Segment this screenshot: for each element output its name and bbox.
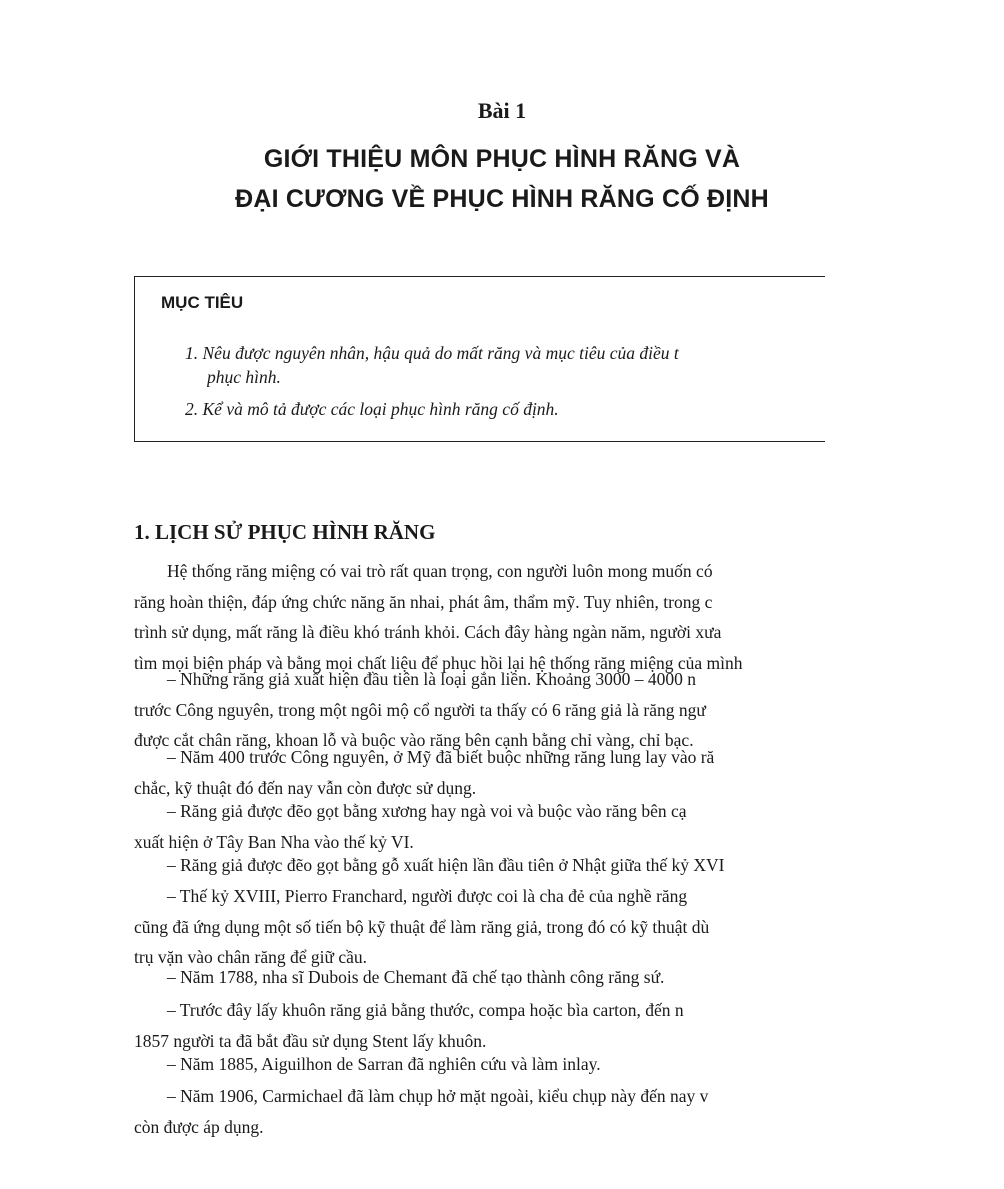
text-line: được cắt chân răng, khoan lỗ và buộc vào răng bên cạnh bằng chỉ vàng, chỉ bạc.	[134, 730, 694, 750]
paragraph-item	[134, 1081, 836, 1142]
text-line: chắc, kỹ thuật đó đến nay vẫn còn được sử dụng.	[134, 777, 477, 798]
text-line: cũng đã ứng dụng một số tiến bộ kỹ thuật để làm răng giả, trong đó có kỹ thuật dù	[134, 916, 710, 937]
paragraph-item	[134, 1049, 836, 1080]
text-line: – Năm 1906, Carmichael đã làm chụp hở mặt ngoài, kiểu chụp này đến nay v	[167, 1086, 709, 1106]
objectives-box	[134, 276, 825, 442]
objectives-heading: MỤC TIÊU	[161, 293, 244, 312]
page-title-line-2: ĐẠI CƯƠNG VỀ PHỤC HÌNH RĂNG CỐ ĐỊNH	[235, 185, 769, 213]
paragraph-item	[134, 742, 836, 803]
text-line: – Răng giả được đẽo gọt bằng gỗ xuất hiện lần đầu tiên ở Nhật giữa thế kỷ XVI	[167, 855, 725, 875]
objective-item-2: 2. Kể và mô tả được các loại phục hình răng cố định.	[185, 399, 559, 419]
text-line: – Răng giả được đẽo gọt bằng xương hay ngà voi và buộc vào răng bên cạ	[167, 801, 687, 821]
text-line: – Năm 400 trước Công nguyên, ở Mỹ đã biết buộc những răng lung lay vào ră	[167, 747, 715, 767]
text-line: còn được áp dụng.	[134, 1116, 264, 1137]
lesson-number: Bài 1	[477, 98, 527, 123]
text-line: – Thế kỷ XVIII, Pierro Franchard, người được coi là cha đẻ của nghề răng	[167, 886, 688, 906]
text-line: – Năm 1788, nha sĩ Dubois de Chemant đã chế tạo thành công răng sứ.	[167, 967, 665, 987]
paragraph-item	[134, 850, 836, 881]
text-line: tìm mọi biện pháp và bằng mọi chất liệu để phục hồi lại hệ thống răng miệng của mình	[134, 652, 743, 673]
section-heading: 1. LỊCH SỬ PHỤC HÌNH RĂNG	[134, 520, 436, 544]
text-line: xuất hiện ở Tây Ban Nha vào thế kỷ VI.	[134, 831, 414, 852]
text-line: – Trước đây lấy khuôn răng giả bằng thước, compa hoặc bìa carton, đến n	[167, 1000, 684, 1020]
paragraph-intro	[134, 556, 836, 678]
paragraph-item	[134, 995, 836, 1056]
text-line: trình sử dụng, mất răng là điều khó tránh khỏi. Cách đây hàng ngàn năm, người xưa	[134, 622, 722, 642]
text-line: trụ vặn vào chân răng để giữ cầu.	[134, 947, 368, 967]
text-line: trước Công nguyên, trong một ngôi mộ cổ người ta thấy có 6 răng giả là răng ngư	[134, 699, 706, 720]
objective-item-1: 1. Nêu được nguyên nhân, hậu quả do mất răng và mục tiêu của điều t	[185, 343, 679, 363]
text-line: – Năm 1885, Aiguilhon de Sarran đã nghiên cứu và làm inlay.	[167, 1054, 601, 1074]
paragraph-item	[134, 796, 836, 857]
text-line: – Những răng giả xuất hiện đầu tiên là loại gắn liền. Khoảng 3000 – 4000 n	[167, 669, 697, 689]
text-line: Hệ thống răng miệng có vai trò rất quan trọng, con người luôn mong muốn có	[167, 561, 713, 581]
paragraph-item	[134, 881, 836, 973]
text-line: 1857 người ta đã bắt đầu sử dụng Stent lấy khuôn.	[134, 1030, 487, 1051]
objective-item-1-continued: phục hình.	[207, 367, 281, 387]
page-title-line-1: GIỚI THIỆU MÔN PHỤC HÌNH RĂNG VÀ	[263, 145, 741, 173]
text-line: răng hoàn thiện, đáp ứng chức năng ăn nhai, phát âm, thẩm mỹ. Tuy nhiên, trong c	[134, 591, 713, 612]
paragraph-item	[134, 962, 836, 993]
